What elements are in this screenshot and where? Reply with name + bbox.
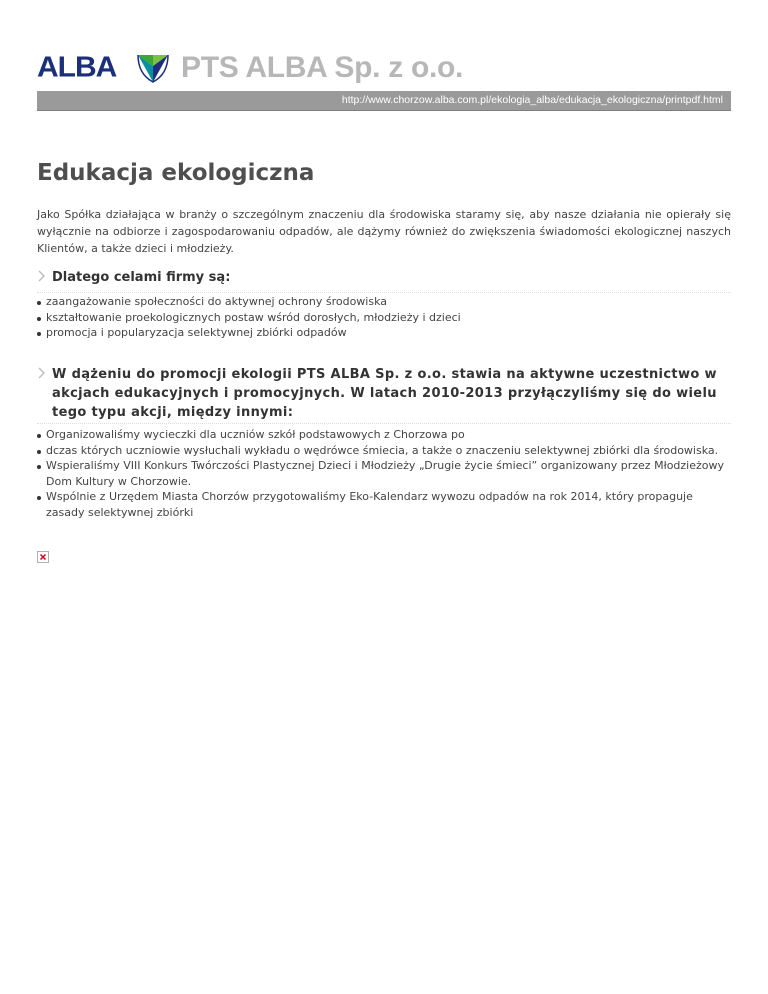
chevron-right-icon [37, 269, 47, 283]
section-heading-text: Dlatego celami firmy są: [52, 270, 231, 285]
section-heading-text: W dążeniu do promocji ekologii PTS ALBA Sp. z o.o. stawia na aktywne uczestnictwo w akcjach edukacyjnych i promocyjnych. W latach 2010-2013 przyłączyliśmy się do wielu tego typu akcji, między innymi: [52, 367, 717, 420]
goals-list [37, 294, 731, 341]
close-icon [40, 554, 46, 560]
list-item: Wspólnie z Urzędem Miasta Chorzów przygotowaliśmy Eko-Kalendarz wywozu odpadów na rok 2014, który propaguje zasady selektywnej zbiórki [37, 489, 731, 520]
intro-paragraph: Jako Spółka działająca w branży o szczególnym znaczeniu dla środowiska staramy się, aby nasze działania nie opierały się wyłącznie na odbiorze i zagospodarowaniu odpadów, ale dążymy również do zwiększenia świadomości ekologicznej naszych Klientów, a także dzieci i młodzieży. [37, 208, 731, 255]
section-heading-actions [37, 365, 731, 424]
alba-logo-icon [136, 52, 170, 84]
alba-logo-text: ALBA [37, 51, 117, 84]
list-item: promocja i popularyzacja selektywnej zbiórki odpadów [37, 325, 731, 341]
list-item: zaangażowanie społeczności do aktywnej ochrony środowiska [37, 294, 731, 310]
broken-image-icon [37, 551, 49, 563]
list-item: kształtowanie proekologicznych postaw wśród dorosłych, młodzieży i dzieci [37, 310, 731, 326]
brand-title: PTS ALBA Sp. z o.o. [181, 51, 464, 84]
page-url[interactable]: http://www.chorzow.alba.com.pl/ekologia_alba/edukacja_ekologiczna/printpdf.html [341, 94, 723, 106]
chevron-right-icon [37, 366, 47, 380]
actions-list [37, 427, 731, 520]
url-bar [37, 91, 731, 111]
page-title: Edukacja ekologiczna [37, 160, 315, 186]
header [37, 52, 731, 86]
list-item: Wspieraliśmy VIII Konkurs Twórczości Plastycznej Dzieci i Młodzieży „Drugie życie śmieci” organizowany przez Młodzieżowy Dom Kultury w Chorzowie. [37, 458, 731, 489]
list-item: Organizowaliśmy wycieczki dla uczniów szkół podstawowych z Chorzowa po [37, 427, 731, 443]
list-item: dczas których uczniowie wysłuchali wykładu o wędrówce śmiecia, a także o znaczeniu selektywnej zbiórki dla środowiska. [37, 443, 731, 459]
section-heading-goals [37, 268, 731, 293]
